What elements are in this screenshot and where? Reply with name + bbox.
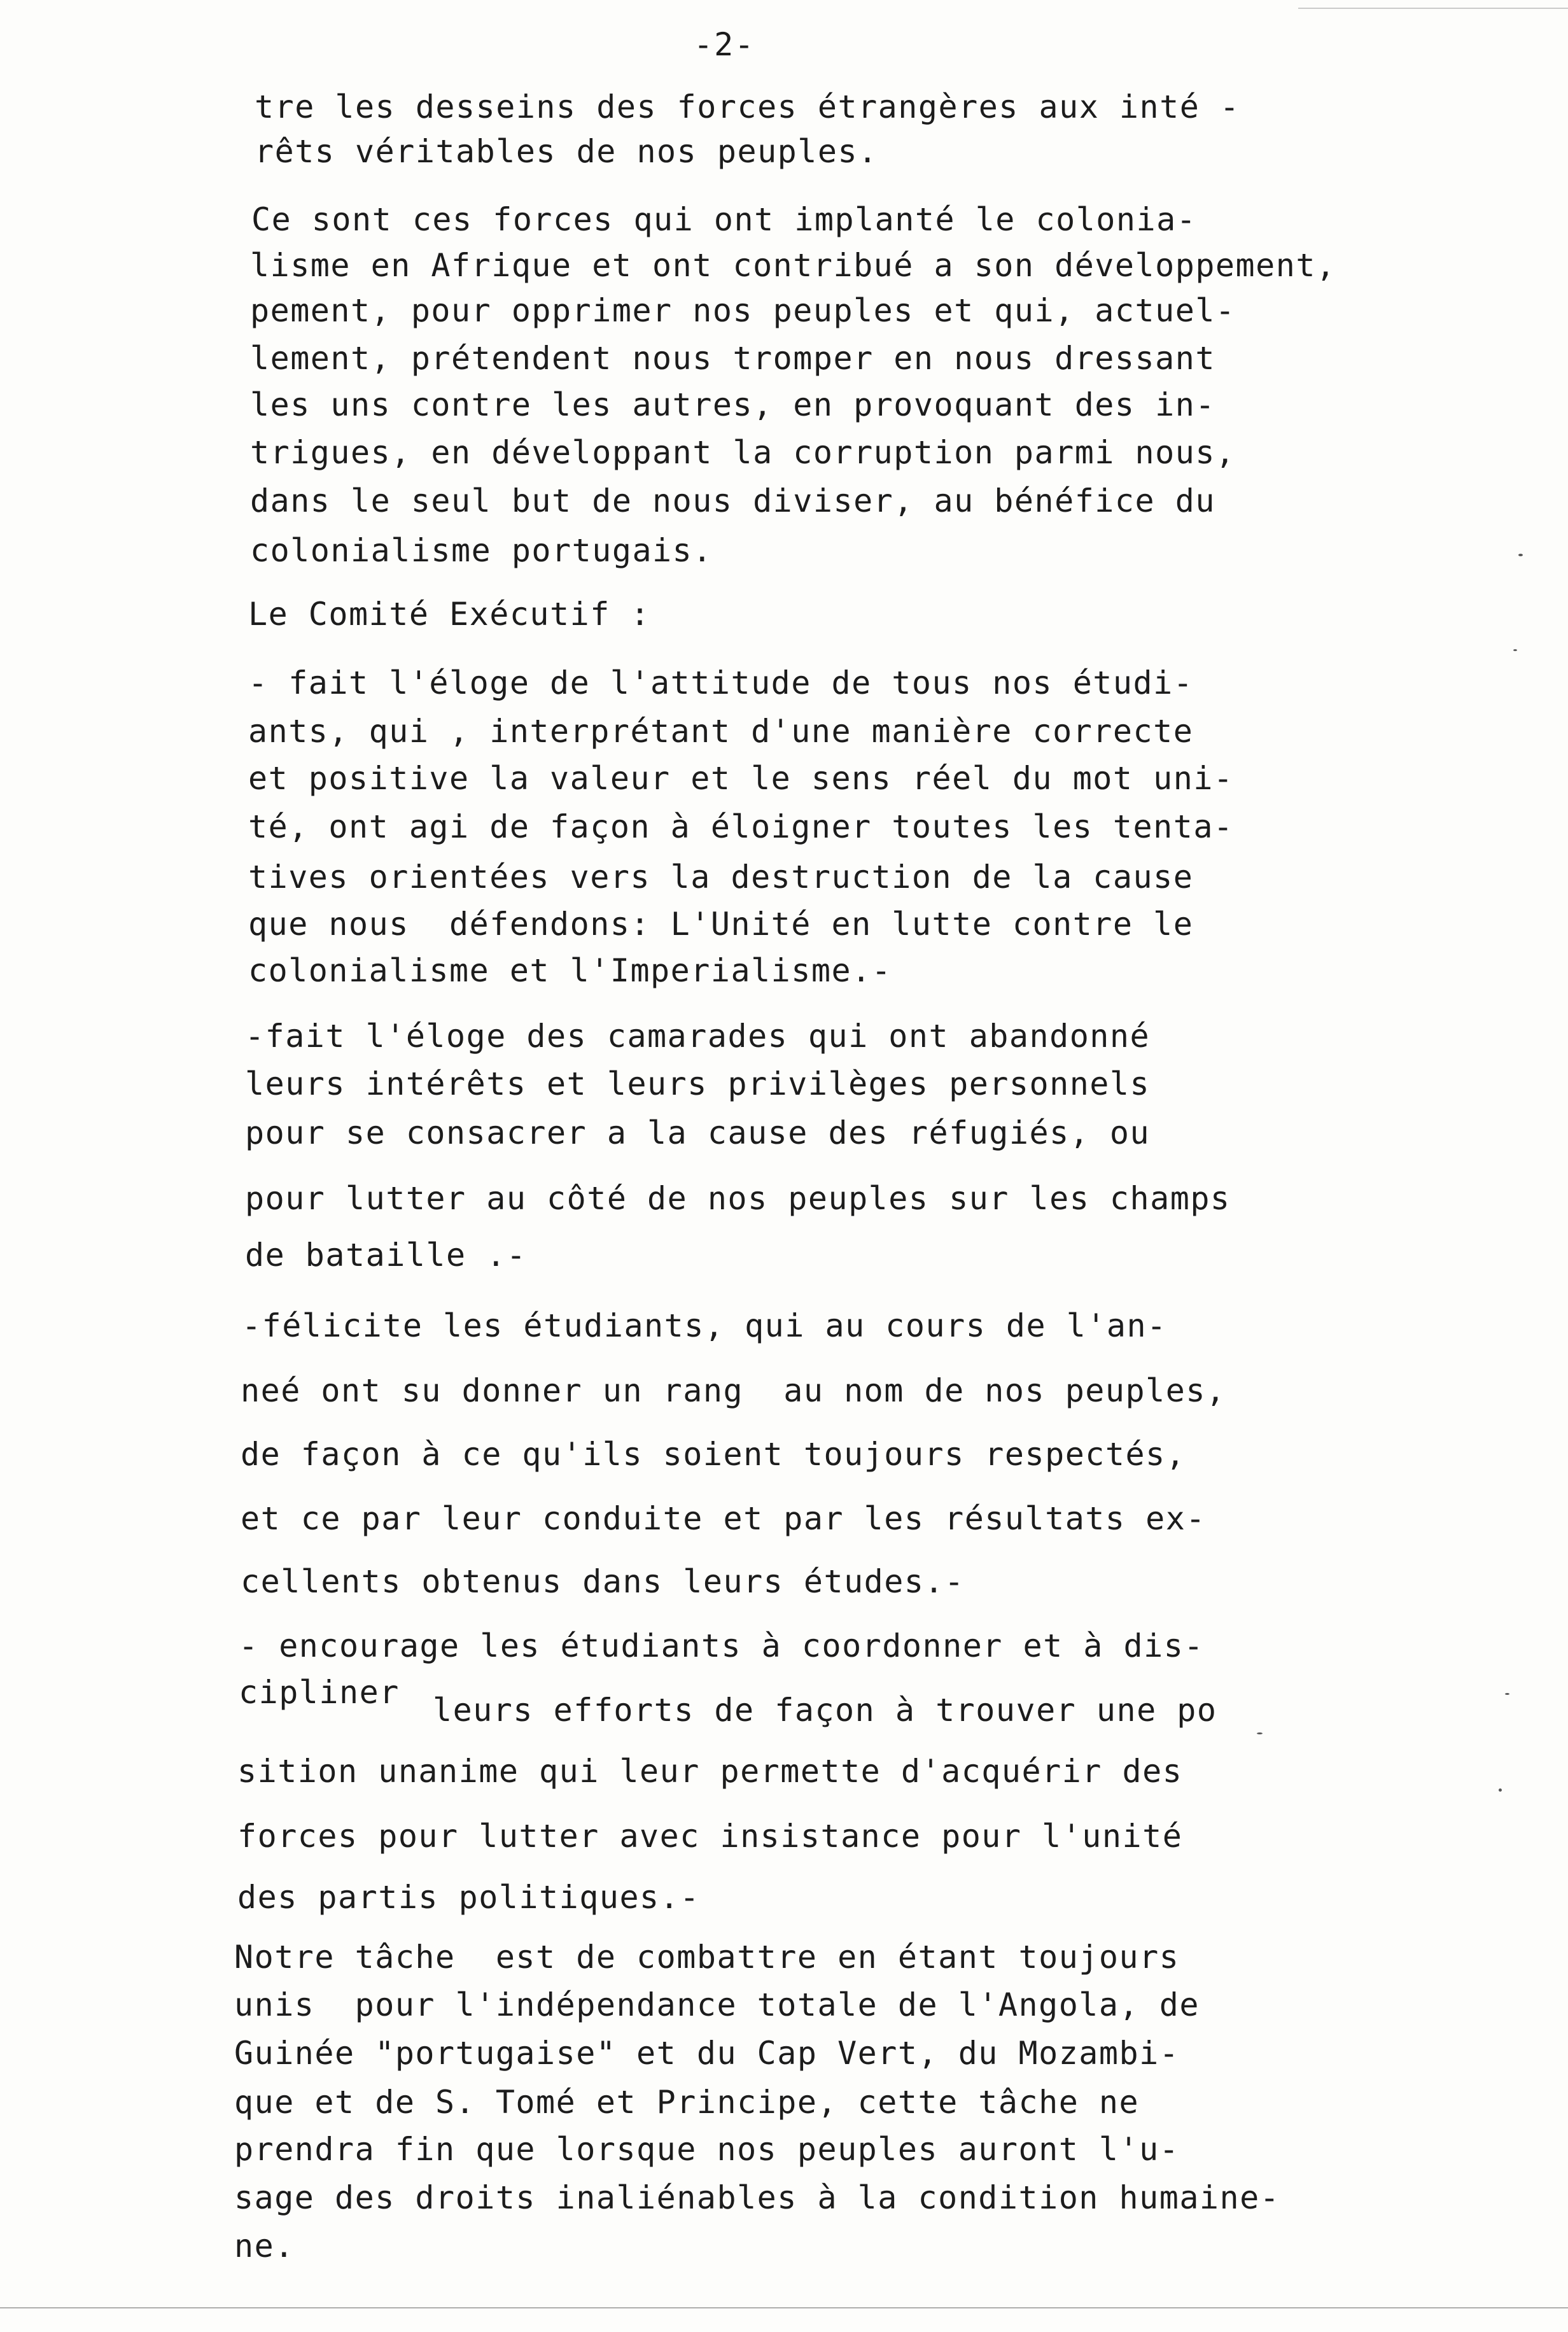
bottom-edge-rule [0, 2307, 1568, 2308]
section-heading: Le Comité Exécutif : [248, 596, 651, 633]
text-line: ants, qui , interprétant d'une manière correcte [248, 713, 1194, 750]
text-line: lisme en Afrique et ont contribué a son développement, [250, 247, 1336, 284]
text-line: de bataille .- [245, 1237, 527, 1274]
text-line: - fait l'éloge de l'attitude de tous nos étudi- [248, 664, 1194, 701]
text-line: leurs efforts de façon à trouver une po [433, 1692, 1217, 1729]
text-line: les uns contre les autres, en provoquant des in- [250, 386, 1215, 423]
text-line: Notre tâche est de combattre en étant toujours [234, 1939, 1180, 1976]
text-line: tives orientées vers la destruction de la cause [248, 859, 1194, 896]
scan-speck [1513, 649, 1517, 651]
text-line: colonialisme et l'Imperialisme.- [248, 952, 892, 989]
text-line: forces pour lutter avec insistance pour l'unité [237, 1818, 1183, 1855]
scan-speck [1499, 1788, 1502, 1792]
text-line: tre les desseins des forces étrangères aux inté - [255, 88, 1240, 125]
text-line: lement, prétendent nous tromper en nous dressant [250, 340, 1215, 377]
text-line: -félicite les étudiants, qui au cours de l'an- [242, 1307, 1167, 1344]
text-line: des partis politiques.- [237, 1879, 700, 1916]
scan-speck [1518, 554, 1523, 556]
text-line: pour se consacrer a la cause des réfugiés, ou [245, 1114, 1151, 1151]
text-line: leurs intérêts et leurs privilèges personnels [245, 1065, 1151, 1102]
text-line: trigues, en développant la corruption parmi nous, [250, 434, 1236, 471]
text-line: Guinée "portugaise" et du Cap Vert, du Mozambi- [234, 2035, 1180, 2072]
text-line: té, ont agi de façon à éloigner toutes les tenta- [248, 808, 1234, 845]
text-line: et positive la valeur et le sens réel du mot uni- [248, 760, 1234, 797]
text-line: pour lutter au côté de nos peuples sur les champs [245, 1180, 1231, 1217]
text-line: pement, pour opprimer nos peuples et qui, actuel- [250, 292, 1236, 329]
text-line: rêts véritables de nos peuples. [255, 133, 878, 170]
page-number: -2- [694, 26, 755, 63]
text-line: colonialisme portugais. [250, 532, 713, 569]
text-line: neé ont su donner un rang au nom de nos peuples, [241, 1372, 1226, 1409]
top-edge-rule [1298, 8, 1568, 9]
text-line: Ce sont ces forces qui ont implanté le colonia- [251, 201, 1197, 238]
text-line: -fait l'éloge des camarades qui ont abandonné [245, 1018, 1151, 1055]
text-line: sition unanime qui leur permette d'acquérir des [237, 1753, 1183, 1790]
text-line: cellents obtenus dans leurs études.- [241, 1563, 965, 1600]
text-line: de façon à ce qu'ils soient toujours respectés, [241, 1436, 1186, 1473]
scan-speck [1257, 1732, 1263, 1734]
text-line: sage des droits inaliénables à la condition humaine- [234, 2179, 1280, 2216]
text-line: dans le seul but de nous diviser, au bénéfice du [250, 482, 1215, 519]
text-line: cipliner [239, 1674, 400, 1711]
text-line: - encourage les étudiants à coordonner et à dis- [239, 1627, 1204, 1664]
text-line: que et de S. Tomé et Principe, cette tâche ne [234, 2084, 1140, 2121]
scan-speck [1505, 1693, 1509, 1695]
text-line: ne. [234, 2228, 295, 2265]
text-line: prendra fin que lorsque nos peuples auront l'u- [234, 2131, 1180, 2168]
text-line: unis pour l'indépendance totale de l'Angola, de [234, 1986, 1200, 2023]
text-line: et ce par leur conduite et par les résultats ex- [241, 1500, 1206, 1537]
text-line: que nous défendons: L'Unité en lutte contre le [248, 906, 1194, 943]
